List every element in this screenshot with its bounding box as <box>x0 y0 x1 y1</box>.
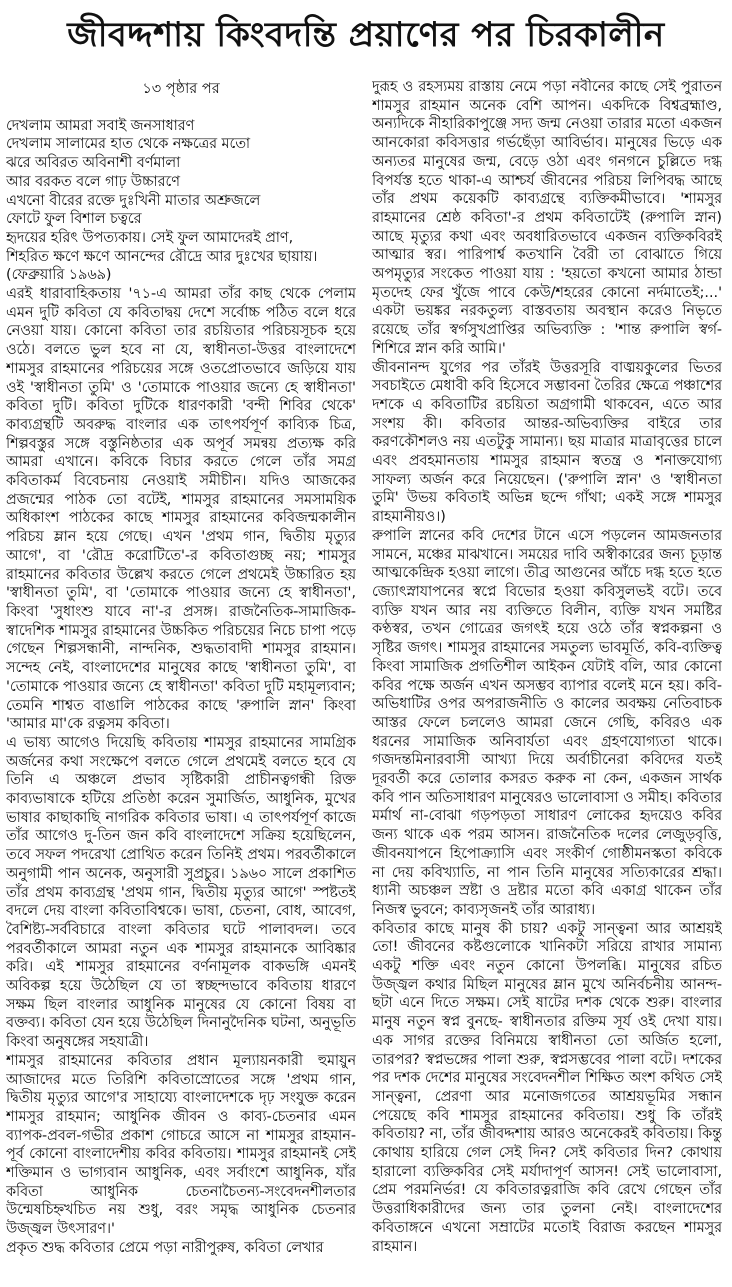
poem-line: আর বরকত বলে গাঢ় উচ্চারণে <box>6 173 180 190</box>
body-paragraph: এরই ধারাবাহিকতায় '৭১-এ আমরা তাঁর কাছ থেকে পেলাম এমন দুটি কবিতা যে কবিতাদ্বয় দেশে সর্বোচ্চ পঠিত বলে ধরে নেওয়া যায়। কোনো কবিতা তার রচয়িতার পরিচয়সূচক হয়ে ওঠে। বলতে ভুল হবে না যে, স্বাধীনতা-উত্তর বাংলাদেশে শামসুর রাহমানের পরিচয়ের সঙ্গে ওতপ্রোতভাবে জড়িয়ে যায় ওই 'স্বাধীনতা তুমি' ও 'তোমাকে পাওয়ার জন্যে হে স্বাধীনতা' কবিতা দুটি। কবিতা দুটিকে ধারণকারী 'বন্দী শিবির থেকে' কাব্যগ্রন্থটি অবরুদ্ধ বাংলার এক তাৎপর্যপূর্ণ কাব্যিক চিত্র, শিল্পবস্তুর সঙ্গে বস্তুনিষ্ঠতার এক অপূর্ব সমন্বয় প্রত্যক্ষ করি আমরা এখানে। কবিকে বিচার করতে গেলে তাঁর সমগ্র কবিতাকর্ম বিবেচনায় নেওয়াই সমীচীন। যদিও আজকের প্রজন্মের পাঠক তো বটেই, শামসুর রাহমানের সমসাময়িক অধিকাংশ পাঠকের কাছে শামসুর রাহমানের কবিজন্মকালীন পরিচয় ম্লান হয়ে গেছে। এখন 'প্রথম গান, দ্বিতীয় মৃত্যুর আগে', বা 'রৌদ্র করোটিতে'-র কবিতাগুচ্ছ নয়; শামসুর রাহমানের কবিতার উল্লেখ করতে গেলে প্রথমেই উচ্চারিত হয় 'স্বাধীনতা তুমি', বা 'তোমাকে পাওয়ার জন্যে হে স্বাধীনতা', কিংবা 'সুধাংশু যাবে না'-র প্রসঙ্গ। রাজনৈতিক-সামাজিক-স্বাদেশিক শামসুর রাহমানের উচ্চকিত পরিচয়ের নিচে চাপা পড়ে গেছেন শিল্পসন্ধানী, নান্দনিক, শুদ্ধতাবাদী শামসুর রাহমান। সন্দেহ নেই, বাংলাদেশের মানুষের কাছে 'স্বাধীনতা তুমি', বা 'তোমাকে পাওয়ার জন্যে হে স্বাধীনতা' কবিতা দুটি মহামূল্যবান; তেমনি শাশ্বত বাঙালি পাঠকের কাছে 'রুপালি স্নান' কিংবা 'আমার মা'কে রত্নসম কবিতা। <box>6 286 356 733</box>
poem-quote <box>6 117 356 267</box>
right-column <box>372 78 722 1283</box>
body-paragraph: দুরূহ ও রহস্যময় রাস্তায় নেমে পড়া নবীনের কাছে সেই পুরাতন শামসুর রাহমান অনেক বেশি আপন। একদিকে বিশ্বব্রহ্মাণ্ড, অন্যদিকে নীহারিকাপুঞ্জে সদ্য জন্ম নেওয়া তারার মতো একজন আনকোরা কবিসত্তার গর্ভছেঁড়া আবির্ভাব। মানুষের ভিড়ে এক অন্যতর মানুষের জন্ম, বেড়ে ওঠা এবং গনগনে চুল্লিতে দগ্ধ বিপর্যস্ত হতে থাকা-এ আশ্চর্য জীবনের পরিচয় লিপিবদ্ধ আছে তাঁর প্রথম কয়েকটি কাব্যগ্রন্থে ব্যক্তিকমীভাবে। 'শামসুর রাহমানের শ্রেষ্ঠ কবিতা'-র প্রথম কবিতাটেই (রুপালি স্নান) আছে মৃত্যুর কথা এবং অবধারিতভাবে একজন ব্যক্তিকবিরই আত্মার স্বর। পারিপার্শ্ব কতখানি বৈরী তা বোঝাতে গিয়ে অপমৃত্যুর সংকেত পাওয়া যায় : 'হয়তো কখনো আমার ঠান্ডা মৃতদেহ ফের খুঁজে পাবে কেউ/শহরের কোনো নর্দমাতেই;...' একটা ভয়ঙ্কর নরকতুল্য বাস্তবতায় অবস্থান করেও নিভৃতে রয়েছে তাঁর স্বর্গসুখপ্রাপ্তির অভিব্যক্তি : 'শান্ত রুপালি স্বর্গ-শিশিরে স্নান করি আমি।' <box>372 79 722 357</box>
left-column <box>6 78 356 1283</box>
poem-line: এখনো বীরের রক্তে দুঃখিনী মাতার অশ্রুজলে <box>6 192 261 209</box>
poem-line: ঝরে অবিরত অবিনাশী বর্ণমালা <box>6 155 181 172</box>
body-paragraph: শামসুর রাহমানের কবিতার প্রধান মূল্যায়নকারী হুমায়ুন আজাদের মতে তিরিশি কবিতাস্রোতের সঙ্গে 'প্রথম গান, দ্বিতীয় মৃত্যুর আগে'র সাহায্যে বাংলাদেশকে দৃঢ় সংযুক্ত করেন শামসুর রাহমান; আধুনিক জীবন ও কাব্য-চেতনার এমন ব্যাপক-প্রবল-গভীর প্রকাশ গোচরে আসে না শামসুর রাহমান-পূর্ব কোনো বাংলাদেশীয় কবির কবিতায়। শামসুর রাহমানই সেই শক্তিমান ও ভাগ্যবান আধুনিক, এবং সর্বাংশে আধুনিক, যাঁর কবিতা আধুনিক চেতনাচৈতন্য-সংবেদনশীলতার উন্মেষচিহ্নখচিত নয় শুধু, বরং সমৃদ্ধ আধুনিক চেতনার উজ্জ্বল উৎসারণ।' <box>6 1052 356 1238</box>
poem-date: (ফেব্রুয়ারি ১৯৬৯) <box>6 267 112 284</box>
body-paragraph: এ ভাষ্য আগেও দিয়েছি কবিতায় শামসুর রাহমানের সামগ্রিক অর্জনের কথা সংক্ষেপে বলতে গেলে প্রথমেই বলতে হবে যে তিনি এ অঞ্চলে প্রভাব সৃষ্টিকারী প্রাচীনত্বগন্ধী রিক্ত কাব্যভাষাকে হটিয়ে প্রতিষ্ঠা করেন সুমার্জিত, আধুনিক, মুখের ভাষার কাছাকাছি নাগরিক কবিতার ভাষা। এ তাৎপর্যপূর্ণ কাজে তাঁর আগেও দু-তিন জন কবি বাংলাদেশে সক্রিয় হয়েছিলেন, তবে সফল পদরেখা প্রোথিত করেন তিনিই প্রথম। পরবর্তীকালে অনুগামী পান অনেক, অনুসারী সুপ্রচুর। ১৯৬০ সালে প্রকাশিত তাঁর প্রথম কাব্যগ্রন্থ 'প্রথম গান, দ্বিতীয় মৃত্যুর আগে' স্পষ্টতই বদলে দেয় বাংলা কবিতাবিশ্বকে। ভাষা, চেতনা, বোধ, আবেগ, বৈশিষ্ট্য-সর্ববিচারে বাংলা কবিতার ঘটে পালাবদল। তবে পরবর্তীকালে আমরা নতুন এক শামসুর রাহমানকে আবিষ্কার করি। এই শামসুর রাহমানের বর্ণনামূলক বাকভঙ্গি এমনই অবিকল্প হয়ে উঠেছিল যে তা স্বচ্ছন্দভাবে কবিতায় ধারণে সক্ষম ছিল বাংলার আধুনিক মানুষের যে কোনো বিষয় বা বক্তব্য। কবিতা যেন হয়ে উঠেছিল দিনানুদৈনিক ঘটনা, অনুভূতি কিংবা অনুষঙ্গের সহযাত্রী। <box>6 734 356 1051</box>
body-paragraph: প্রকৃত শুদ্ধ কবিতার প্রেমে পড়া নারীপুরুষ, কবিতা লেখার <box>6 1239 324 1256</box>
continuation-note: ১৩ পৃষ্ঠার পর <box>142 81 220 97</box>
body-paragraph: জীবনানন্দ যুগের পর তাঁরই উত্তরসূরি বাঙ্ময়কুলের ভিতর সবচাইতে মেধাবী কবি হিসেবে সম্ভাবনা তৈরির ক্ষেত্রে পঞ্চাশের দশকে এ কবিতাটির রচয়িতা অগ্রগামী থাকবেন, এতে আর সংশয় কী। কবিতার আন্তর-অভিব্যক্তির বাইরে তার করণকৌশলও নয় এতটুকু সামান্য। ছয় মাত্রার মাত্রাবৃত্তের চালে এবং প্রবহমানতায় শামসুর রাহমান স্বতন্ত্র ও শনাক্তযোগ্য সাফল্য অর্জন করে নিয়েছেন। ('রুপালি স্নান' ও 'স্বাধীনতা তুমি' উভয় কবিতাই অভিন্ন ছন্দে গাঁথা; একই সঙ্গে শামসুর রাহমানীয়ও।) <box>372 359 722 526</box>
poem-line: হৃদয়ের হরিৎ উপত্যকায়। সেই ফুল আমাদেরই প্রাণ, <box>6 229 294 246</box>
poem-line: দেখলাম আমরা সবাই জনসাধারণ <box>6 117 195 134</box>
poem-line: শিহরিত ক্ষণে ক্ষণে আনন্দের রৌদ্রে আর দুঃখের ছায়ায়। <box>6 248 318 265</box>
body-paragraph: কবিতার কাছে মানুষ কী চায়? একটু সান্ত্বনা আর আশ্রয়ই তো! জীবনের কষ্টগুলোকে খানিকটা সরিয়ে রাখার সামান্য একটু শক্তি এবং নতুন কোনো উপলব্ধি। মানুষের রচিত উজ্জ্বল কথার মিছিল মানুষের ম্লান মুখে অনির্বচনীয় আনন্দ-ছটা এনে দিতে সক্ষম। সেই ষাটের দশক থেকে শুরু। বাংলার মানুষ নতুন স্বপ্ন বুনছে- স্বাধীনতার রক্তিম সূর্য ওই দেখা যায়। এক সাগর রক্তের বিনিময়ে স্বাধীনতা তো অর্জিত হলো, তারপর? স্বপ্নভঙ্গের পালা শুরু, স্বপ্নসম্ভবের পালা বটে। দশকের পর দশক দেশের মানুষের সংবেদনশীল শিক্ষিত অংশ কথিত সেই সান্ত্বনা, প্রেরণা আর মনোজগতের আশ্রয়ভূমির সন্ধান পেয়েছে কবি শামসুর রাহমানের কবিতায়। শুধু কি তাঁরই কবিতায়? না, তাঁর জীবদ্দশায় আরও অনেকেরই কবিতায়। কিন্তু কোথায় হারিয়ে গেল সেই দিন? সেই কবিতার দিন? কোথায় হারালো ব্যক্তিকবির সেই মর্যাদাপূর্ণ আসন! সেই ভালোবাসা, প্রেম পরমনির্ভর! যে কবিতারত্নরাজি কবি রেখে গেছেন তাঁর উত্তরাধিকারীদের জন্য তার তুলনা নেই। বাংলাদেশের কবিতাঙ্গনে এখনো সম্রাটের মতোই বিরাজ করছেন শামসুর রাহমান। <box>372 920 722 1255</box>
poem-line: ফোটে ফুল বিশাল চত্বরে <box>6 211 142 228</box>
headline: জীবদ্দশায় কিংবদন্তি প্রয়াণের পর চিরকালীন <box>67 14 665 55</box>
body-paragraph: রুপালি স্নানের কবি দেশের টানে এসে পড়লেন আমজনতার সামনে, মঞ্চের মাঝখানে। সময়ের দাবি অস্বীকারের জন্য চূড়ান্ত আত্মকেন্দ্রিক হওয়া লাগে। তীব্র আগুনের আঁচে দগ্ধ হতে হতে জ্যোৎস্নাযাপনের স্বপ্নে বিভোর হওয়া কবিসুলভই বটে। তবে ব্যক্তি যখন আর নয় ব্যক্তিতে বিলীন, ব্যক্তি যখন সমষ্টির কণ্ঠস্বর, তখন গোত্রের জগৎই হয়ে ওঠে তাঁর স্বপ্নকল্পনা ও সৃষ্টির জগৎ। শামসুর রাহমানের সমতুল্য ভাবমূর্তি, কবি-ব্যক্তিত্ব কিংবা সামাজিক প্রগতিশীল আইকন যেটাই বলি, আর কোনো কবির পক্ষে অর্জন এখন অসম্ভব ব্যাপার বলেই মনে হয়। কবি-অভিধাটির ওপর অপরাজনীতি ও কালের অবক্ষয় নেতিবাচক আস্তর ফেলে চললেও আমরা জেনে গেছি, কবিরও এক ধরনের সামাজিক অনিবার্যতা এবং গ্রহণযোগ্যতা থাকে। গজদন্তমিনারবাসী আখ্যা দিয়ে অর্বাচীনেরা কবিদের যতই দূরবর্তী করে তোলার কসরত করুক না কেন, একজন সার্থক কবি পান অতিসাধারণ মানুষেরও ভালোবাসা ও সমীহ। কবিতার মর্মার্থ না-বোঝা গড়পড়তা সাধারণ লোকের হৃদয়েও কবির জন্য থাকে এক পরম আসন। রাজনৈতিক দলের লেজুড়বৃত্তি, জীবনযাপনে হিপোক্র্যাসি এবং সংকীর্ণ গোষ্ঠীমনস্কতা কবিকে না দেয় কবিখ্যাতি, না পান তিনি মানুষের সত্যিকারের শ্রদ্ধা। ধ্যানী অচঞ্চল স্রষ্টা ও দ্রষ্টার মতো কবি একাগ্র থাকেন তাঁর নিজস্ব ভুবনে; কাব্যসৃজনই তাঁর আরাধ্য। <box>372 527 722 918</box>
poem-line: দেখলাম সালামের হাত থেকে নক্ষত্রের মতো <box>6 136 251 153</box>
